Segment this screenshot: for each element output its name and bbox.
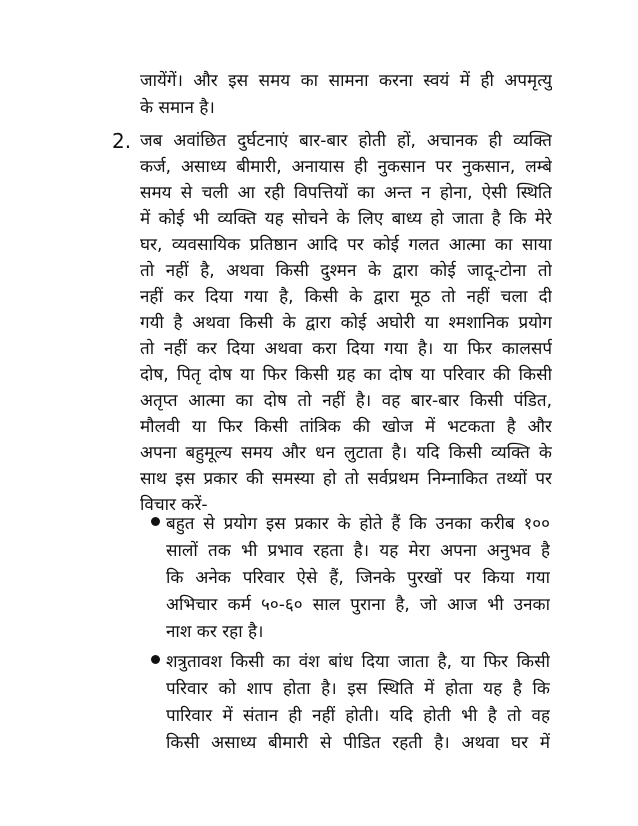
paragraph-line: जब अवांछित दुर्घटनाएं बार-बार होती हों, अचानक ही व्यक्ति xyxy=(140,131,552,151)
paragraph-line: घर, व्यवसायिक प्रतिष्ठान आदि पर कोई गलत आत्मा का साया xyxy=(140,235,552,255)
bullet-line: कि अनेक परिवार ऐसे हैं, जिनके पुरखों पर किया गया xyxy=(166,568,550,588)
paragraph-line: कर्ज, असाध्य बीमारी, अनायास ही नुकसान पर नुकसान, लम्बे xyxy=(140,157,552,177)
bullet-icon xyxy=(151,655,160,664)
intro-line: के समान है। xyxy=(140,98,215,118)
bullet-icon xyxy=(151,517,160,526)
paragraph-line: अतृप्त आत्मा का दोष तो नहीं है। वह बार-बार किसी पंडित, xyxy=(140,391,552,411)
list-item-number: 2. xyxy=(112,129,132,153)
paragraph-line: साथ इस प्रकार की समस्या हो तो सर्वप्रथम निम्नाकित तथ्यों पर xyxy=(140,469,552,489)
paragraph-line: गयी है अथवा किसी के द्वारा कोई अघोरी या श्मशानिक प्रयोग xyxy=(140,313,552,333)
paragraph-line: अपना बहुमूल्य समय और धन लुटाता है। यदि किसी व्यक्ति के xyxy=(140,443,552,463)
paragraph-line: मौलवी या फिर किसी तांत्रिक की खोज में भटकता है और xyxy=(140,417,552,437)
bullet-line: पारिवार में संतान ही नहीं होती। यदि होती भी है तो वह xyxy=(166,706,550,726)
intro-line: जायेंगें। और इस समय का सामना करना स्वयं में ही अपमृत्यु xyxy=(140,71,552,91)
bullet-line: परिवार को शाप होता है। इस स्थिति में होता यह है कि xyxy=(166,679,550,699)
paragraph-line: समय से चली आ रही विपत्तियों का अन्त न होना, ऐसी स्थिति xyxy=(140,183,552,203)
paragraph-line: नहीं कर दिया गया है, किसी के द्वारा मूठ तो नहीं चला दी xyxy=(140,287,552,307)
paragraph-line: दोष, पितृ दोष या फिर किसी ग्रह का दोष या परिवार की किसी xyxy=(140,365,552,385)
bullet-line: शत्रुतावश किसी का वंश बांध दिया जाता है, या फिर किसी xyxy=(166,652,550,672)
paragraph-line: में कोई भी व्यक्ति यह सोचने के लिए बाध्य हो जाता है कि मेरे xyxy=(140,209,552,229)
bullet-line: नाश कर रहा है। xyxy=(166,622,264,642)
bullet-line: अभिचार कर्म ५०-६० साल पुराना है, जो आज भी उनका xyxy=(166,595,550,615)
bullet-line: किसी असाध्य बीमारी से पीडित रहती है। अथवा घर में xyxy=(166,733,550,753)
paragraph-line: विचार करें- xyxy=(140,495,208,515)
paragraph-line: तो नहीं है, अथवा किसी दुश्मन के द्वारा कोई जादू-टोना तो xyxy=(140,261,552,281)
paragraph-line: तो नहीं कर दिया अथवा करा दिया गया है। या फिर कालसर्प xyxy=(140,339,552,359)
bullet-line: बहुत से प्रयोग इस प्रकार के होते हैं कि उनका करीब १०० xyxy=(166,514,550,534)
bullet-line: सालों तक भी प्रभाव रहता है। यह मेरा अपना अनुभव है xyxy=(166,541,550,561)
